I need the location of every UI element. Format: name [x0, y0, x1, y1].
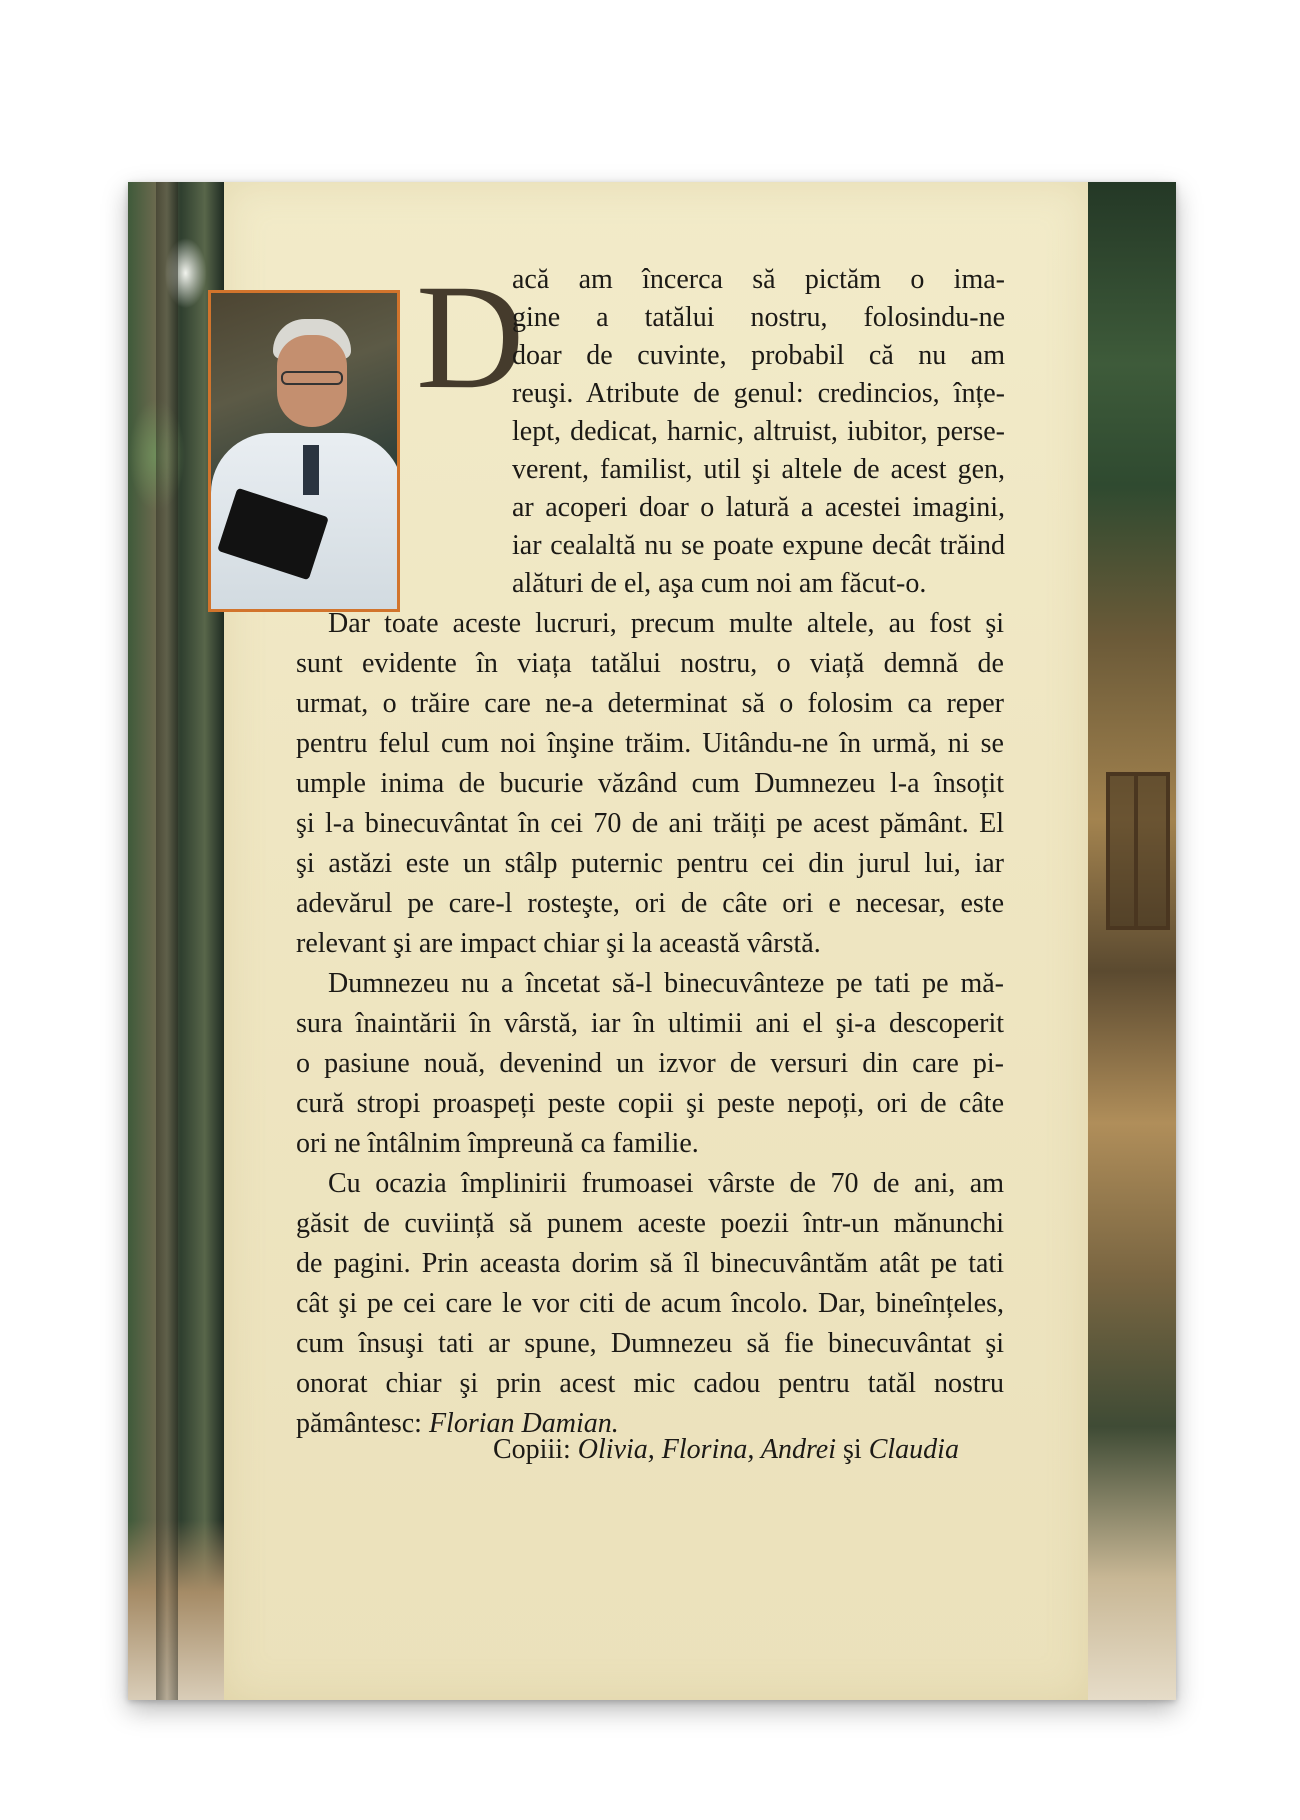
text-line: urmat, o trăire care ne-a determinat să o folosim ca reper [296, 688, 1004, 719]
signature-line [493, 1432, 959, 1468]
signature-names: Olivia, Florina, Andrei [577, 1434, 837, 1465]
text-line: iar cealaltă nu se poate expune decât trăind [512, 530, 1005, 561]
text-line: alături de el, aşa cum noi am făcut-o. [512, 568, 927, 599]
text-line: şi astăzi este un stâlp puternic pentru cei din jurul lui, iar [296, 848, 1004, 879]
left-strip-ground [128, 1520, 224, 1700]
text-line: o pasiune nouă, devenind un izvor de versuri din care pi- [296, 1048, 1004, 1079]
text-line: gine a tatălui nostru, folosindu-ne [512, 302, 1005, 333]
text-line: găsit de cuviință să punem aceste poezii într-un mănunchi [296, 1208, 1004, 1239]
text-line: cură stropi proaspeți peste copii şi peste nepoți, ori de câte [296, 1088, 1004, 1119]
right-photo-strip [1088, 182, 1176, 1700]
text-line: de pagini. Prin aceasta dorim să îl binecuvântăm atât pe tati [296, 1248, 1004, 1279]
text-line: ar acoperi doar o latură a acestei imagini, [512, 492, 1005, 523]
text-line: Dar toate aceste lucruri, precum multe altele, au fost şi [328, 608, 1004, 639]
text-line: reuşi. Atribute de genul: credincios, înțe- [512, 378, 1005, 409]
text-line: cât şi pe cei care le vor citi de acum încolo. Dar, bineînțeles, [296, 1288, 1004, 1319]
text-line: umple inima de bucurie văzând cum Dumnezeu l-a însoțit [296, 768, 1004, 799]
author-name: Florian Damian. [428, 1408, 619, 1439]
text-line: relevant şi are impact chiar şi la această vârstă. [296, 928, 821, 959]
text-line: lept, dedicat, harnic, altruist, iubitor, perse- [512, 416, 1005, 447]
text-line: acă am încerca să pictăm o ima- [512, 264, 1005, 295]
text-line: Cu ocazia împlinirii frumoasei vârste de 70 de ani, am [328, 1168, 1004, 1199]
drop-cap-letter: D [416, 254, 525, 420]
portrait-tie [303, 445, 319, 495]
text-line: sunt evidente în viața tatălui nostru, o viață demnă de [296, 648, 1004, 679]
portrait-glasses [281, 371, 343, 385]
text-line: şi l-a binecuvântat în cei 70 de ani trăiți pe acest pământ. El [296, 808, 1004, 839]
author-portrait [208, 290, 400, 612]
signature-conjunction: şi [836, 1434, 869, 1465]
text-line: onorat chiar şi prin acest mic cadou pentru tatăl nostru [296, 1368, 1004, 1399]
house-window [1106, 772, 1170, 930]
text-line: sura înaintării în vârstă, iar în ultimii ani el şi-a descoperit [296, 1008, 1004, 1039]
text-line: cum însuşi tati ar spune, Dumnezeu să fie binecuvântat şi [296, 1328, 1004, 1359]
signature-last-name: Claudia [868, 1434, 959, 1465]
text-line: Dumnezeu nu a încetat să-l binecuvânteze pe tati pe mă- [328, 968, 1004, 999]
text-line: pentru felul cum noi înşine trăim. Uitându-ne în urmă, ni se [296, 728, 1004, 759]
signature-prefix: Copiii: [493, 1434, 578, 1465]
text-line: adevărul pe care-l rosteşte, ori de câte ori e necesar, este [296, 888, 1004, 919]
text-line: pământesc: Florian Damian. [296, 1408, 619, 1439]
text-line: verent, familist, util şi altele de acest gen, [512, 454, 1005, 485]
text-line: ori ne întâlnim împreună ca familie. [296, 1128, 699, 1159]
text-line: doar de cuvinte, probabil că nu am [512, 340, 1005, 371]
